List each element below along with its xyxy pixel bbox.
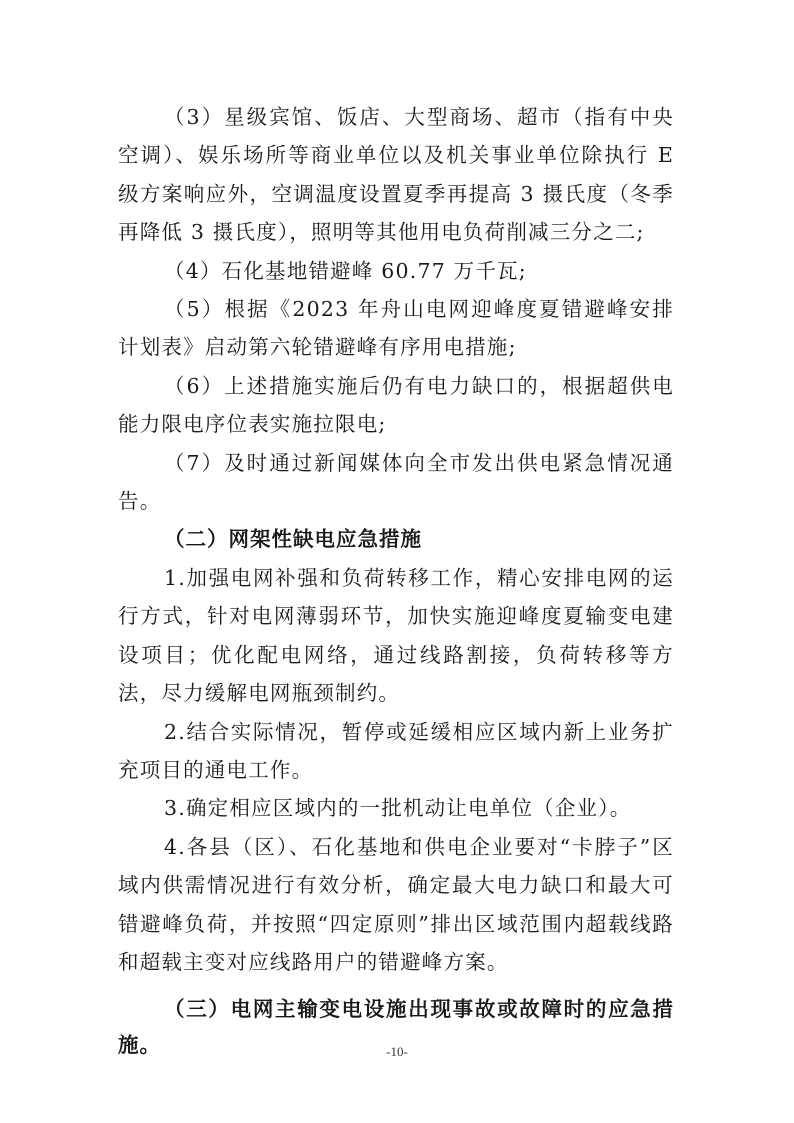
paragraph-item-4: （4）石化基地错避峰 60.77 万千瓦; (164, 258, 527, 283)
paragraph-item-3: （3）星级宾馆、饭店、大型商场、超市（指有中央空调）、娱乐场所等商业单位以及机关事业单位除执行 E 级方案响应外，空调温度设置夏季再提高 3 摄氏度（冬季再降低 3 摄氏度），照明等其他用电负荷削减三分之二; (118, 105, 674, 245)
section-heading-2: （二）网架性缺电应急措施 (164, 527, 422, 552)
paragraph-item-5: （5）根据《2023 年舟山电网迎峰度夏错避峰安排计划表》启动第六轮错避峰有序用电措施; (118, 297, 674, 360)
section-heading-3: （三）电网主输变电设施出现事故或故障时的应急措施。 (118, 997, 674, 1058)
document-body (118, 98, 674, 1063)
section2-item-1: 1.加强电网补强和负荷转移工作，精心安排电网的运行方式，针对电网薄弱环节，加快实施迎峰度夏输变电建设项目；优化配电网络，通过线路割接，负荷转移等方法，尽力缓解电网瓶颈制约。 (118, 565, 674, 706)
section2-item-4: 4.各县（区）、石化基地和供电企业要对“卡脖子”区域内供需情况进行有效分析，确定最大电力缺口和最大可错避峰负荷，并按照“四定原则”排出区域范围内超载线路和超载主变对应线路用户的错避峰方案。 (118, 834, 674, 974)
section2-item-2: 2.结合实际情况，暂停或延缓相应区域内新上业务扩充项目的通电工作。 (118, 719, 674, 782)
page-number: -10- (386, 1044, 408, 1059)
paragraph-item-6: （6）上述措施实施后仍有电力缺口的，根据超供电能力限电序位表实施拉限电; (118, 373, 674, 437)
paragraph-item-7: （7）及时通过新闻媒体向全市发出供电紧急情况通告。 (118, 450, 674, 514)
section2-item-3: 3.确定相应区域内的一批机动让电单位（企业）。 (164, 796, 632, 821)
